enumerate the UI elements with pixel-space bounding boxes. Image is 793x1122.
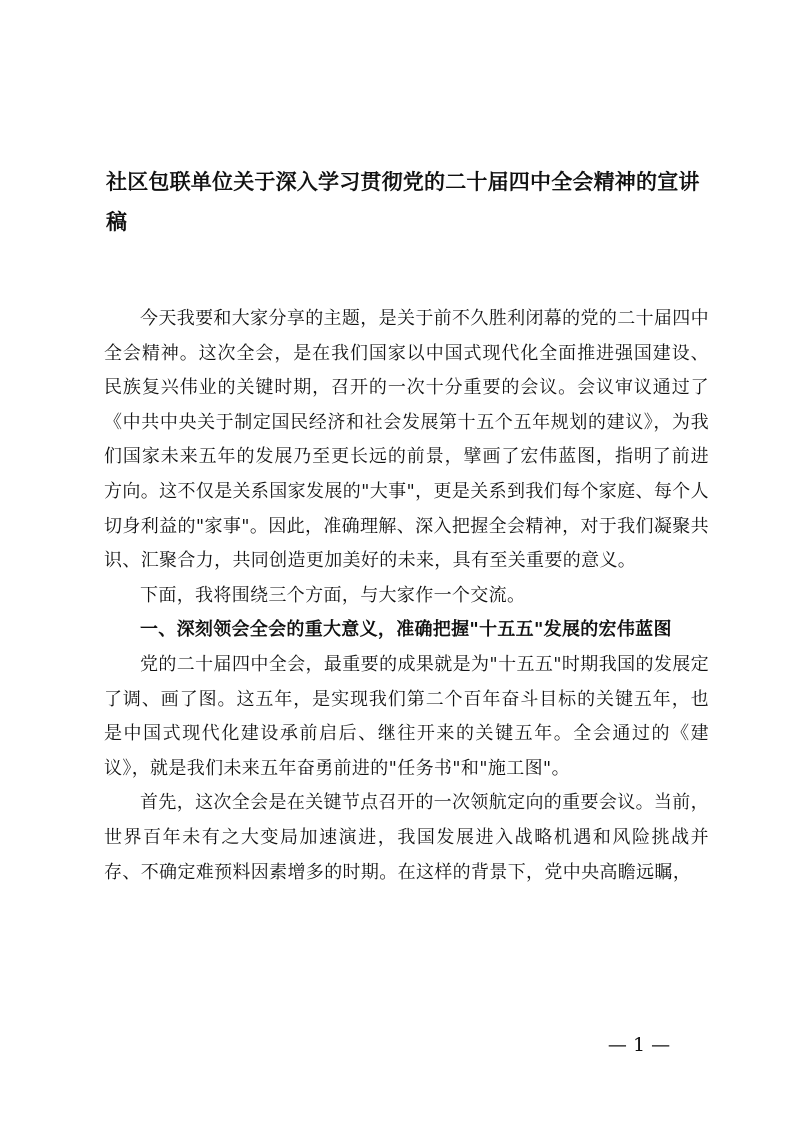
paragraph-section-one: 党的二十届四中全会，最重要的成果就是为"十五五"时期我国的发展定了调、画了图。这五年，是实现我们第二个百年奋斗目标的关键五年，也是中国式现代化建设承前启后、继往开来的关键五年。全会通过的《建议》，就是我们未来五年奋勇前进的"任务书"和"施工图"。 xyxy=(104,653,709,779)
page-number: — 1 — xyxy=(607,1034,671,1056)
document-body xyxy=(104,302,709,890)
section-heading-one: 一、深刻领会全会的重大意义，准确把握"十五五"发展的宏伟蓝图 xyxy=(140,619,672,641)
paragraph-intro: 今天我要和大家分享的主题，是关于前不久胜利闭幕的党的二十届四中全会精神。这次全会，是在我们国家以中国式现代化全面推进强国建设、民族复兴伟业的关键时期，召开的一次十分重要的会议。会议审议通过了《中共中央关于制定国民经济和社会发展第十五个五年规划的建议》，为我们国家未来五年的发展乃至更长远的前景，擘画了宏伟蓝图，指明了前进方向。这不仅是关系国家发展的"大事"，更是关系到我们每个家庭、每个人切身利益的"家事"。因此，准确理解、深入把握全会精神，对于我们凝聚共识、汇聚合力，共同创造更加美好的未来，具有至关重要的意义。 xyxy=(104,308,709,572)
paragraph-firstly: 首先，这次全会是在关键节点召开的一次领航定向的重要会议。当前，世界百年未有之大变局加速演进，我国发展进入战略机遇和风险挑战并存、不确定难预料因素增多的时期。在这样的背景下，党中央高瞻远瞩， xyxy=(104,792,709,883)
document-title: 社区包联单位关于深入学习贯彻党的二十届四中全会精神的宣讲稿 xyxy=(106,170,700,234)
paragraph-outline: 下面，我将围绕三个方面，与大家作一个交流。 xyxy=(140,584,526,606)
